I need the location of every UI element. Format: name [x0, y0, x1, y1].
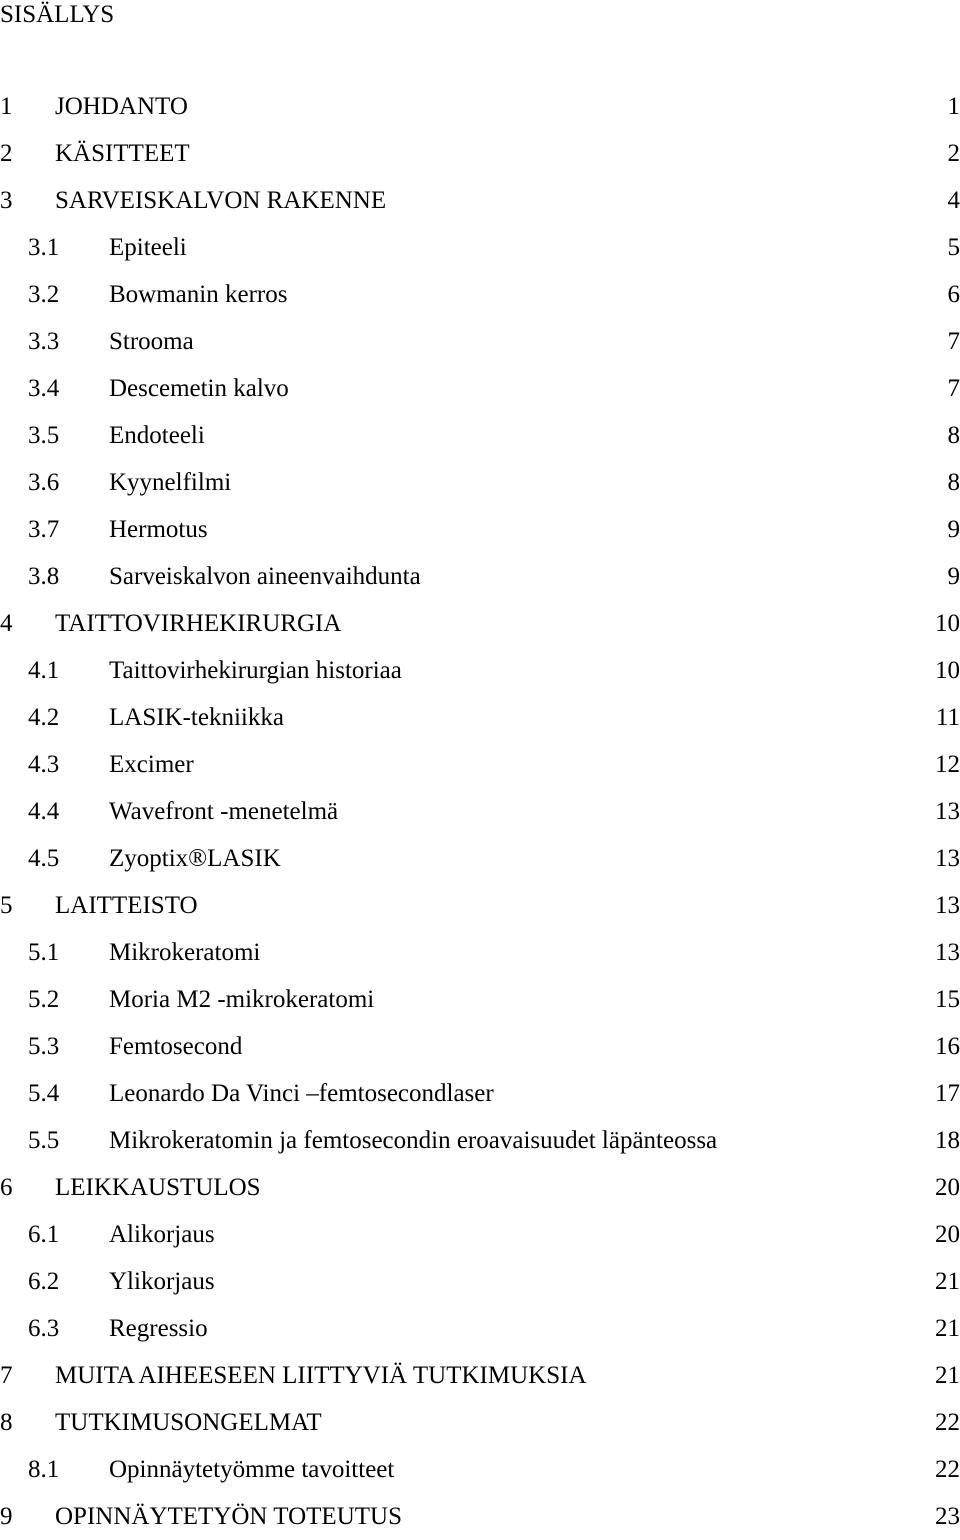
toc-entry-page: 20 [935, 1211, 960, 1258]
toc-entry-page: 15 [935, 976, 960, 1023]
toc-entry-number: 4.2 [28, 694, 59, 741]
toc-entry-title: Endoteeli [109, 412, 205, 459]
toc-entry-title: Moria M2 -mikrokeratomi [109, 976, 374, 1023]
toc-entry-number: 3.7 [28, 506, 59, 553]
toc-entry-page: 23 [935, 1493, 960, 1540]
toc-entry[interactable] [0, 835, 960, 882]
toc-entry-page: 21 [935, 1352, 960, 1399]
toc-entry[interactable] [0, 1211, 960, 1258]
toc-entry-title: Wavefront -menetelmä [109, 788, 338, 835]
toc-entry-number: 4 [0, 600, 13, 647]
toc-entry-number: 5.1 [28, 929, 59, 976]
toc-entry[interactable] [0, 224, 960, 271]
toc-entry-page: 13 [935, 882, 960, 929]
toc-entry-page: 13 [935, 835, 960, 882]
toc-entry-number: 3.8 [28, 553, 59, 600]
toc-entry-page: 8 [948, 412, 960, 459]
toc-entry-title: Excimer [109, 741, 194, 788]
toc-entry[interactable] [0, 1305, 960, 1352]
toc-entry[interactable] [0, 882, 960, 929]
toc-entry-title: Descemetin kalvo [109, 365, 289, 412]
toc-entry-page: 17 [935, 1070, 960, 1117]
toc-entry-number: 3.1 [28, 224, 59, 271]
toc-entry-page: 22 [935, 1399, 960, 1446]
toc-entry[interactable] [0, 271, 960, 318]
toc-entry[interactable] [0, 459, 960, 506]
toc-entry-number: 5.5 [28, 1117, 59, 1164]
toc-entry-page: 6 [948, 271, 960, 318]
toc-entry-number: 5.2 [28, 976, 59, 1023]
toc-entry[interactable] [0, 1446, 960, 1493]
toc-entry-page: 21 [935, 1258, 960, 1305]
toc-entry-number: 4.4 [28, 788, 59, 835]
toc-entry-number: 6.2 [28, 1258, 59, 1305]
toc-entry-title: Kyynelfilmi [109, 459, 231, 506]
toc-entry-title: Sarveiskalvon aineenvaihdunta [109, 553, 421, 600]
toc-entry-title: JOHDANTO [55, 83, 188, 130]
toc-entry[interactable] [0, 412, 960, 459]
toc-entry[interactable] [0, 1117, 960, 1164]
toc-entry-page: 9 [948, 506, 960, 553]
toc-entry-title: Strooma [109, 318, 194, 365]
toc-entry-title: KÄSITTEET [55, 130, 190, 177]
toc-entry-title: TUTKIMUSONGELMAT [55, 1399, 322, 1446]
toc-entry[interactable] [0, 83, 960, 130]
toc-entry-number: 4.3 [28, 741, 59, 788]
toc-entry[interactable] [0, 365, 960, 412]
toc-entry-number: 6 [0, 1164, 13, 1211]
toc-entry-title: Bowmanin kerros [109, 271, 287, 318]
toc-entry[interactable] [0, 1399, 960, 1446]
toc-entry-number: 3.2 [28, 271, 59, 318]
toc-entry[interactable] [0, 929, 960, 976]
toc-entry-page: 12 [935, 741, 960, 788]
toc-entry-page: 10 [935, 647, 960, 694]
toc-entry-title: Epiteeli [109, 224, 187, 271]
toc-entry-page: 13 [935, 929, 960, 976]
toc-entry-title: TAITTOVIRHEKIRURGIA [55, 600, 341, 647]
toc-entry[interactable] [0, 600, 960, 647]
toc-entry-page: 1 [948, 83, 960, 130]
toc-entry-title: LASIK-tekniikka [109, 694, 284, 741]
toc-entry-number: 3.4 [28, 365, 59, 412]
toc-entry-number: 6.1 [28, 1211, 59, 1258]
toc-entry[interactable] [0, 1352, 960, 1399]
toc-entry[interactable] [0, 1164, 960, 1211]
toc-entry[interactable] [0, 741, 960, 788]
toc-heading: SISÄLLYS [0, 0, 114, 30]
toc-entry-page: 7 [948, 318, 960, 365]
toc-entry-title: SARVEISKALVON RAKENNE [55, 177, 386, 224]
toc-entry-number: 6.3 [28, 1305, 59, 1352]
toc-entry-number: 8 [0, 1399, 13, 1446]
toc-entry-page: 9 [948, 553, 960, 600]
toc-entry[interactable] [0, 553, 960, 600]
toc-entry-title: MUITA AIHEESEEN LIITTYVIÄ TUTKIMUKSIA [55, 1352, 587, 1399]
toc-entry-page: 4 [948, 177, 960, 224]
toc-entry-page: 13 [935, 788, 960, 835]
toc-entry[interactable] [0, 506, 960, 553]
toc-entry-page: 20 [935, 1164, 960, 1211]
toc-entry[interactable] [0, 694, 960, 741]
toc-entry-page: 10 [935, 600, 960, 647]
toc-entry-number: 3 [0, 177, 13, 224]
toc-entry-title: Alikorjaus [109, 1211, 215, 1258]
toc-entry-number: 2 [0, 130, 13, 177]
toc-entry-title: Mikrokeratomi [109, 929, 260, 976]
toc-entry-title: OPINNÄYTETYÖN TOTEUTUS [55, 1493, 402, 1540]
toc-entry[interactable] [0, 177, 960, 224]
toc-entry-title: LEIKKAUSTULOS [55, 1164, 261, 1211]
toc-entry-number: 4.5 [28, 835, 59, 882]
toc-entry-title: Regressio [109, 1305, 208, 1352]
toc-entry-page: 18 [935, 1117, 960, 1164]
toc-entry-title: Leonardo Da Vinci –femtosecondlaser [109, 1070, 494, 1117]
toc-entry-title: Zyoptix®LASIK [109, 835, 281, 882]
toc-entry-title: Ylikorjaus [109, 1258, 215, 1305]
toc-entry-number: 5.3 [28, 1023, 59, 1070]
toc-entry-number: 8.1 [28, 1446, 59, 1493]
toc-entry-page: 2 [948, 130, 960, 177]
toc-entry-number: 5 [0, 882, 13, 929]
toc-entry[interactable] [0, 130, 960, 177]
toc-entry-title: LAITTEISTO [55, 882, 198, 929]
toc-entry[interactable] [0, 1493, 960, 1540]
toc-entry-title: Hermotus [109, 506, 208, 553]
toc-entry-page: 16 [935, 1023, 960, 1070]
toc-entry-page: 11 [936, 694, 960, 741]
toc-entry-number: 3.6 [28, 459, 59, 506]
toc-entry-page: 22 [935, 1446, 960, 1493]
toc-entry-page: 8 [948, 459, 960, 506]
toc-entry-number: 5.4 [28, 1070, 59, 1117]
toc-entry-page: 5 [948, 224, 960, 271]
toc-entry-number: 3.3 [28, 318, 59, 365]
toc-entry-title: Opinnäytetyömme tavoitteet [109, 1446, 394, 1493]
toc-entry[interactable] [0, 1023, 960, 1070]
toc-entry-number: 4.1 [28, 647, 59, 694]
toc-entry[interactable] [0, 1258, 960, 1305]
toc-entry[interactable] [0, 788, 960, 835]
toc-entry-page: 21 [935, 1305, 960, 1352]
toc-entry[interactable] [0, 976, 960, 1023]
toc-entry[interactable] [0, 318, 960, 365]
toc-entry-title: Femtosecond [109, 1023, 242, 1070]
table-of-contents [0, 83, 960, 1540]
toc-entry-number: 7 [0, 1352, 13, 1399]
toc-entry[interactable] [0, 647, 960, 694]
toc-entry[interactable] [0, 1070, 960, 1117]
toc-entry-number: 9 [0, 1493, 13, 1540]
toc-entry-number: 1 [0, 83, 13, 130]
toc-entry-title: Mikrokeratomin ja femtosecondin eroavaisuudet läpänteossa [109, 1117, 717, 1164]
toc-entry-number: 3.5 [28, 412, 59, 459]
toc-entry-page: 7 [948, 365, 960, 412]
toc-entry-title: Taittovirhekirurgian historiaa [109, 647, 402, 694]
